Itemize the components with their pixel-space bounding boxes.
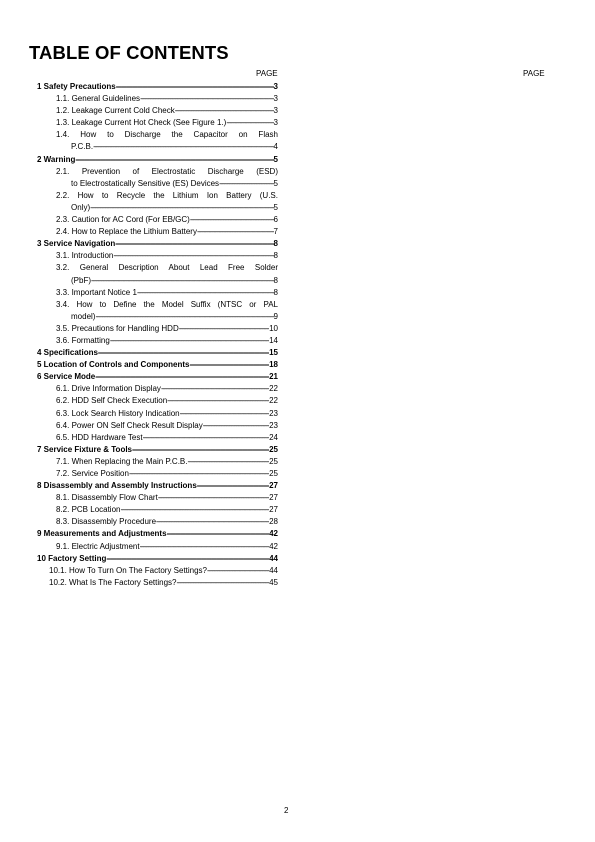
toc-subsection-entry[interactable] <box>37 226 278 238</box>
toc-entry-title: 3.4. How to Define the Model Suffix (NTSC or PAL <box>56 299 278 309</box>
toc-page-number: 5 <box>273 178 278 188</box>
toc-subsection-entry[interactable] <box>37 456 278 468</box>
toc-page-number: 15 <box>269 348 278 358</box>
toc-entry-title: 10.1. How To Turn On The Factory Settings? <box>49 565 208 575</box>
toc-subsection-entry[interactable] <box>37 383 278 395</box>
toc-entry-title: 2.2. How to Recycle the Lithium Ion Battery (U.S. <box>56 190 278 200</box>
toc-page-number: 42 <box>269 541 278 551</box>
toc-section-entry[interactable] <box>37 553 278 565</box>
dot-leader <box>106 553 269 565</box>
toc-entry-title: 9.1. Electric Adjustment <box>56 541 140 551</box>
toc-page-number: 4 <box>273 142 278 152</box>
toc-entry-title: 6.1. Drive Information Display <box>56 384 161 394</box>
toc-subsection-entry[interactable] <box>37 432 278 444</box>
toc-entry-title: 6.4. Power ON Self Check Result Display <box>56 420 203 430</box>
page-number: 2 <box>284 806 289 815</box>
dot-leader <box>197 226 274 238</box>
dot-leader <box>115 238 273 250</box>
toc-page-number: 3 <box>273 82 278 91</box>
toc-entry-title: 2 Warning <box>37 154 76 164</box>
dot-leader <box>158 492 269 504</box>
toc-subsection-entry[interactable] <box>37 117 278 129</box>
toc-subsection-entry[interactable] <box>37 504 278 516</box>
toc-page-number: 44 <box>269 553 278 563</box>
dot-leader <box>140 93 273 105</box>
dot-leader <box>180 408 269 420</box>
toc-page-number: 6 <box>273 215 278 225</box>
toc-page-number: 45 <box>269 577 278 587</box>
toc-entry-title: 4 Specifications <box>37 348 98 358</box>
toc-page-number: 27 <box>269 493 278 503</box>
toc-section-entry[interactable] <box>37 528 278 540</box>
toc-page-number: 3 <box>273 118 278 128</box>
toc-entry-title: 1.2. Leakage Current Cold Check <box>56 106 175 116</box>
toc-entry-title: 2.3. Caution for AC Cord (For EB/GC) <box>56 215 190 225</box>
dot-leader <box>161 383 269 395</box>
dot-leader <box>93 141 273 153</box>
toc-entry-title: 7.2. Service Position <box>56 469 129 478</box>
page-column-label-right: PAGE <box>523 69 545 78</box>
toc-subsection-entry[interactable] <box>37 565 278 577</box>
table-of-contents <box>37 81 278 589</box>
dot-leader <box>226 117 273 129</box>
toc-entry-title: 1.4. How to Discharge the Capacitor on Flash <box>56 130 278 140</box>
toc-subsection-entry[interactable] <box>37 129 278 153</box>
toc-entry-title: 7 Service Fixture & Tools <box>37 444 132 454</box>
dot-leader <box>176 577 269 589</box>
dot-leader <box>156 516 269 528</box>
toc-entry-title: 3.2. General Description About Lead Free Solder <box>56 263 278 273</box>
toc-entry-title: 3.6. Formatting <box>56 335 110 345</box>
toc-page-number: 18 <box>269 360 278 370</box>
toc-page-number: 22 <box>269 384 278 394</box>
dot-leader <box>203 420 269 432</box>
toc-section-entry[interactable] <box>37 154 278 166</box>
toc-entry-title: 7.1. When Replacing the Main P.C.B. <box>56 456 188 466</box>
toc-page-number: 8 <box>273 239 278 249</box>
toc-page-number: 27 <box>269 481 278 491</box>
toc-page-number: 25 <box>269 444 278 454</box>
dot-leader <box>95 311 273 323</box>
toc-subsection-entry[interactable] <box>37 93 278 105</box>
toc-section-entry[interactable] <box>37 81 278 93</box>
toc-page-number: 5 <box>273 154 278 164</box>
toc-page-number: 25 <box>269 456 278 466</box>
dot-leader <box>207 565 269 577</box>
toc-page-number: 23 <box>269 420 278 430</box>
toc-subsection-entry[interactable] <box>37 492 278 504</box>
toc-page-number: 28 <box>269 517 278 527</box>
toc-subsection-entry[interactable] <box>37 105 278 117</box>
toc-page-number: 21 <box>269 372 278 382</box>
dot-leader <box>189 359 269 371</box>
toc-subsection-entry[interactable] <box>37 166 278 190</box>
toc-section-entry[interactable] <box>37 238 278 250</box>
toc-page-number: 8 <box>273 287 278 297</box>
toc-page-number: 3 <box>273 106 278 116</box>
page-column-label: PAGE <box>256 69 278 78</box>
toc-entry-title: to Electrostatically Sensitive (ES) Devices <box>71 178 220 188</box>
toc-subsection-entry[interactable] <box>37 420 278 432</box>
dot-leader <box>75 154 273 166</box>
toc-entry-title: 3.5. Precautions for Handling HDD <box>56 323 179 333</box>
toc-entry-title: 8.3. Disassembly Procedure <box>56 517 157 527</box>
toc-subsection-entry[interactable] <box>37 262 278 286</box>
toc-entry-title: 2.1. Prevention of Electrostatic Discharge (ESD) <box>56 166 278 176</box>
dot-leader <box>110 335 269 347</box>
toc-page-number: 7 <box>273 227 278 237</box>
toc-entry-title: 10.2. What Is The Factory Settings? <box>49 577 177 587</box>
toc-entry-title: 6 Service Mode <box>37 372 96 382</box>
dot-leader <box>90 202 273 214</box>
toc-subsection-entry[interactable] <box>37 214 278 226</box>
dot-leader <box>179 323 269 335</box>
toc-subsection-entry[interactable] <box>37 250 278 262</box>
toc-section-entry[interactable] <box>37 347 278 359</box>
toc-entry-title: 1.1. General Guidelines <box>56 94 141 104</box>
toc-entry-title: 3.3. Important Notice 1 <box>56 287 137 297</box>
toc-entry-title: 3.1. Introduction <box>56 251 114 261</box>
toc-entry-title: 5 Location of Controls and Components <box>37 360 190 370</box>
dot-leader <box>187 456 269 468</box>
toc-page-number: 44 <box>269 565 278 575</box>
toc-subsection-entry[interactable] <box>37 468 278 480</box>
page-title: TABLE OF CONTENTS <box>29 42 229 63</box>
toc-entry-title: 10 Factory Setting <box>37 553 107 563</box>
dot-leader <box>140 541 270 553</box>
toc-page-number: 25 <box>269 469 278 478</box>
dot-leader <box>143 432 270 444</box>
toc-entry-title: 6.3. Lock Search History Indication <box>56 408 180 418</box>
toc-entry-title: (PbF) <box>71 275 91 285</box>
dot-leader <box>190 214 274 226</box>
toc-subsection-entry[interactable] <box>37 335 278 347</box>
toc-section-entry[interactable] <box>37 480 278 492</box>
toc-subsection-entry[interactable] <box>37 395 278 407</box>
dot-leader <box>175 105 274 117</box>
toc-entry-title: 1 Safety Precautions <box>37 82 116 91</box>
dot-leader <box>219 178 273 190</box>
toc-page-number: 3 <box>273 94 278 104</box>
toc-subsection-entry[interactable] <box>37 516 278 528</box>
toc-entry-title: 3 Service Navigation <box>37 239 116 249</box>
dot-leader <box>120 504 269 516</box>
toc-subsection-entry[interactable] <box>37 299 278 323</box>
toc-section-entry[interactable] <box>37 359 278 371</box>
toc-subsection-entry[interactable] <box>37 287 278 299</box>
dot-leader <box>167 528 270 540</box>
toc-subsection-entry[interactable] <box>37 408 278 420</box>
dot-leader <box>137 287 274 299</box>
toc-section-entry[interactable] <box>37 444 278 456</box>
toc-page-number: 10 <box>269 323 278 333</box>
toc-page-number: 42 <box>269 529 278 539</box>
dot-leader <box>91 275 274 287</box>
toc-subsection-entry[interactable] <box>37 190 278 214</box>
toc-page-number: 24 <box>269 432 278 442</box>
toc-entry-title: 8.2. PCB Location <box>56 505 121 515</box>
toc-page-number: 14 <box>269 335 278 345</box>
dot-leader <box>98 347 269 359</box>
toc-page-number: 5 <box>273 202 278 212</box>
toc-page-number: 9 <box>273 311 278 321</box>
toc-subsection-entry[interactable] <box>37 577 278 589</box>
toc-entry-title: 9 Measurements and Adjustments <box>37 529 167 539</box>
toc-entry-title: 8.1. Disassembly Flow Chart <box>56 493 158 503</box>
toc-page-number: 8 <box>273 251 278 261</box>
toc-entry-title: Only) <box>71 202 91 212</box>
toc-subsection-entry[interactable] <box>37 323 278 335</box>
toc-page-number: 27 <box>269 505 278 515</box>
toc-subsection-entry[interactable] <box>37 541 278 553</box>
dot-leader <box>95 371 269 383</box>
toc-section-entry[interactable] <box>37 371 278 383</box>
toc-page-number: 22 <box>269 396 278 406</box>
dot-leader <box>129 468 269 480</box>
toc-entry-title: model) <box>71 311 96 321</box>
toc-entry-title: 6.5. HDD Hardware Test <box>56 432 143 442</box>
toc-entry-title: 2.4. How to Replace the Lithium Battery <box>56 227 197 237</box>
dot-leader <box>197 480 269 492</box>
dot-leader <box>113 250 273 262</box>
toc-page-number: 23 <box>269 408 278 418</box>
toc-entry-title: 8 Disassembly and Assembly Instructions <box>37 481 197 491</box>
toc-page-number: 8 <box>273 275 278 285</box>
toc-entry-title: 1.3. Leakage Current Hot Check (See Figure 1.) <box>56 118 227 128</box>
dot-leader <box>167 395 269 407</box>
toc-entry-title: P.C.B. <box>71 142 94 152</box>
dot-leader <box>132 444 269 456</box>
dot-leader <box>116 81 274 93</box>
toc-entry-title: 6.2. HDD Self Check Execution <box>56 396 168 406</box>
